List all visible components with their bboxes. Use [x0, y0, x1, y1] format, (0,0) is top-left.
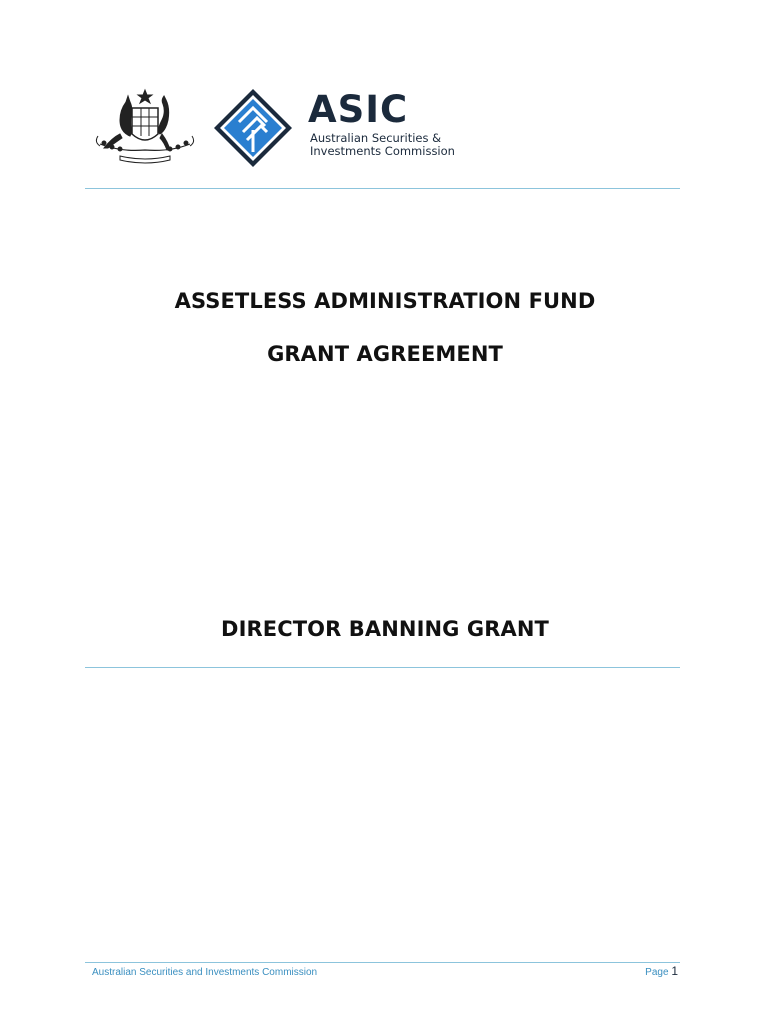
- header-divider: [85, 188, 680, 189]
- asic-tagline-line2: Investments Commission: [310, 144, 455, 158]
- asic-wordmark: [308, 88, 455, 158]
- document-title-line2: GRANT AGREEMENT: [267, 342, 503, 366]
- asic-logo-icon: [213, 88, 293, 168]
- asic-tagline: [310, 132, 455, 158]
- footer-divider: [85, 962, 680, 963]
- page-label: Page: [645, 967, 669, 978]
- document-title: ASSETLESS ADMINISTRATION FUND: [174, 289, 596, 313]
- footer-organisation: Australian Securities and Investments Commission: [92, 967, 318, 978]
- page-number: 1: [671, 964, 678, 978]
- asic-name: ASIC: [308, 88, 409, 131]
- page-indicator: [645, 964, 678, 978]
- coat-of-arms-icon: [90, 86, 200, 166]
- section-divider: [85, 667, 680, 668]
- asic-tagline-line1: Australian Securities &: [310, 131, 442, 145]
- document-subtitle: DIRECTOR BANNING GRANT: [221, 617, 549, 641]
